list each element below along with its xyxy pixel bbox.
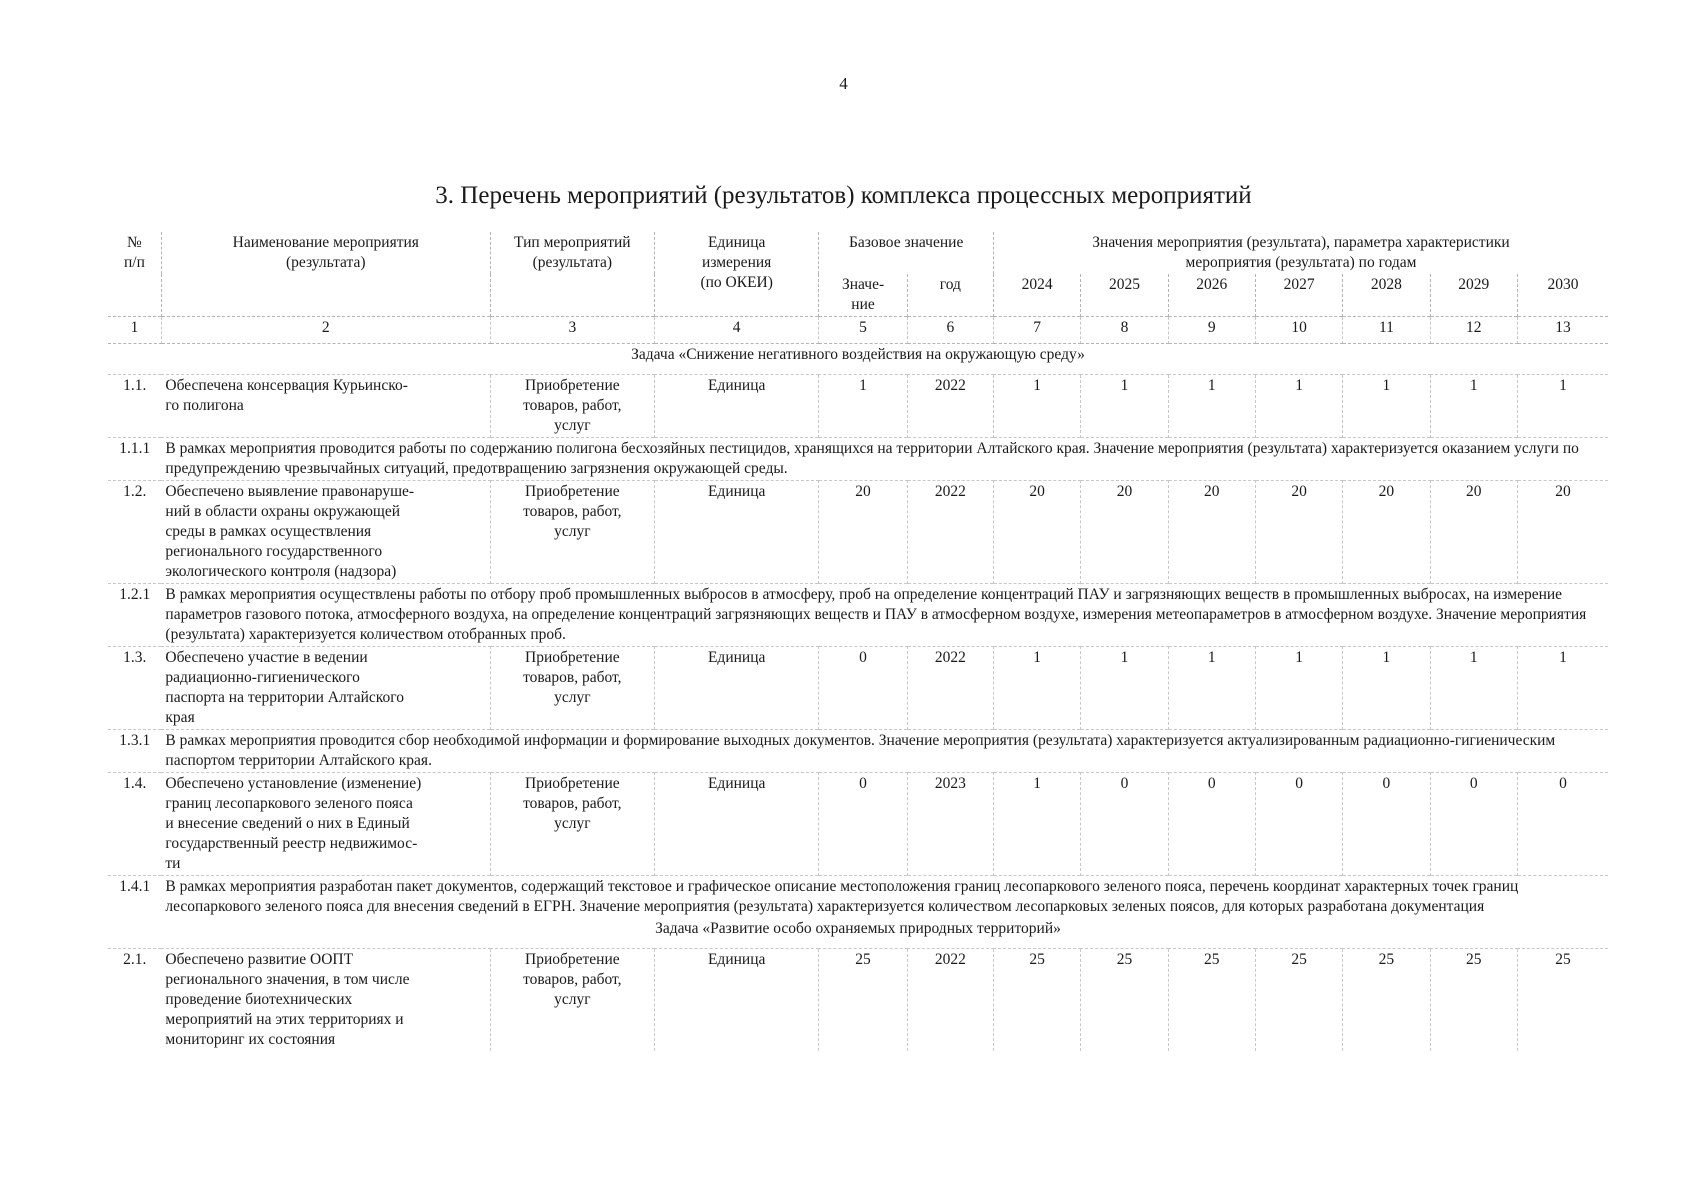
column-number: 4 — [655, 317, 819, 344]
table-header — [108, 232, 1608, 344]
item-base-value: 25 — [819, 949, 907, 1052]
description-row — [108, 730, 1608, 773]
description-row — [108, 876, 1608, 919]
item-year-value: 20 — [1517, 481, 1608, 584]
item-year-value: 20 — [1255, 481, 1342, 584]
document-title: 3. Перечень мероприятий (результатов) комплекса процессных мероприятий — [435, 182, 1252, 209]
column-number: 12 — [1430, 317, 1517, 344]
description-number: 1.2.1 — [108, 584, 161, 647]
item-base-value: 0 — [819, 773, 907, 876]
table-row — [108, 773, 1608, 876]
item-type: Приобретение товаров, работ, услуг — [490, 481, 654, 584]
task-row — [108, 344, 1608, 375]
description-text: В рамках мероприятия разработан пакет документов, содержащий текстовое и графическое описание местоположения границ лесопаркового зеленого пояса, перечень координат характерных точек границ лесопаркового зеленого пояса для внесения сведений в ЕГРН. Значение мероприятия (результата) характеризуется количеством лесопарковых зеленых поясов, для которых разработана документация — [161, 876, 1608, 919]
item-year-value: 1 — [1517, 375, 1608, 438]
item-year-value: 0 — [1081, 773, 1168, 876]
header-name: Наименование мероприятия (результата) — [161, 232, 490, 317]
item-year-value: 20 — [994, 481, 1081, 584]
item-number: 1.3. — [108, 647, 161, 730]
column-number: 6 — [907, 317, 993, 344]
item-unit: Единица — [655, 647, 819, 730]
measures-table — [108, 232, 1608, 1051]
item-name: Обеспечена консервация Курьинско- го полигона — [161, 375, 490, 438]
table-row — [108, 949, 1608, 1052]
item-year-value: 0 — [1517, 773, 1608, 876]
item-name: Обеспечено выявление правонаруше- ний в области охраны окружающей среды в рамках осуществления регионального государственного экологического контроля (надзора) — [161, 481, 490, 584]
column-number: 13 — [1517, 317, 1608, 344]
item-year-value: 20 — [1168, 481, 1255, 584]
header-year: 2026 — [1168, 274, 1255, 317]
item-year-value: 0 — [1168, 773, 1255, 876]
column-number: 3 — [490, 317, 654, 344]
task-row — [108, 918, 1608, 949]
item-year-value: 1 — [994, 647, 1081, 730]
item-year-value: 0 — [1255, 773, 1342, 876]
item-year-value: 20 — [1081, 481, 1168, 584]
description-text: В рамках мероприятия проводится работы по содержанию полигона бесхозяйных пестицидов, хранящихся на территории Алтайского края. Значение мероприятия (результата) характеризуется оказанием услуги по предупреждению чрезвычайных ситуаций, предотвращению загрязнения окружающей среды. — [161, 438, 1608, 481]
item-year-value: 25 — [1255, 949, 1342, 1052]
column-number: 10 — [1255, 317, 1342, 344]
item-base-year: 2022 — [907, 481, 993, 584]
item-year-value: 25 — [1081, 949, 1168, 1052]
item-base-value: 0 — [819, 647, 907, 730]
item-number: 1.4. — [108, 773, 161, 876]
header-years-group: Значения мероприятия (результата), параметра характеристики мероприятия (результата) по годам — [1092, 234, 1510, 271]
item-year-value: 1 — [1168, 375, 1255, 438]
item-year-value: 0 — [1343, 773, 1430, 876]
item-year-value: 0 — [1430, 773, 1517, 876]
item-base-year: 2023 — [907, 773, 993, 876]
page-number: 4 — [839, 74, 848, 93]
task-title: Задача «Развитие особо охраняемых природных территорий» — [108, 918, 1608, 949]
column-number: 8 — [1081, 317, 1168, 344]
item-name: Обеспечено участие в ведении радиационно-гигиенического паспорта на территории Алтайского края — [161, 647, 490, 730]
item-year-value: 20 — [1430, 481, 1517, 584]
table-row — [108, 481, 1608, 584]
item-base-year: 2022 — [907, 647, 993, 730]
description-row — [108, 438, 1608, 481]
item-year-value: 1 — [994, 773, 1081, 876]
column-number: 9 — [1168, 317, 1255, 344]
description-number: 1.4.1 — [108, 876, 161, 919]
table-row — [108, 375, 1608, 438]
item-year-value: 25 — [1430, 949, 1517, 1052]
header-num: № п/п — [108, 232, 161, 317]
item-year-value: 25 — [1517, 949, 1608, 1052]
header-base: Базовое значение — [819, 232, 994, 274]
column-number: 1 — [108, 317, 161, 344]
header-year: 2025 — [1081, 274, 1168, 317]
header-year: 2030 — [1547, 276, 1579, 293]
item-year-value: 25 — [994, 949, 1081, 1052]
item-name: Обеспечено установление (изменение) границ лесопаркового зеленого пояса и внесение сведений о них в Единый государственный реестр недвижимос- ти — [161, 773, 490, 876]
item-year-value: 1 — [994, 375, 1081, 438]
item-unit: Единица — [655, 773, 819, 876]
item-unit: Единица — [655, 949, 819, 1052]
description-text: В рамках мероприятия проводится сбор необходимой информации и формирование выходных документов. Значение мероприятия (результата) характеризуется актуализированным радиационно-гигиеническим паспортом территории Алтайского края. — [161, 730, 1608, 773]
item-type: Приобретение товаров, работ, услуг — [490, 773, 654, 876]
description-text: В рамках мероприятия осуществлены работы по отбору проб промышленных выбросов в атмосферу, проб на определение концентраций ПАУ и загрязняющих веществ в промышленных выбросах, на измерение параметров газового потока, атмосферного воздуха, на определение концентраций загрязняющих веществ и ПАУ в атмосферном воздухе, измерения метеопараметров в атмосферном воздухе. Значение мероприятия (результата) характеризуется количеством отобранных проб. — [161, 584, 1608, 647]
item-base-year: 2022 — [907, 949, 993, 1052]
description-row — [108, 584, 1608, 647]
item-unit: Единица — [655, 375, 819, 438]
item-type: Приобретение товаров, работ, услуг — [490, 375, 654, 438]
item-year-value: 1 — [1517, 647, 1608, 730]
header-year: 2024 — [994, 274, 1081, 317]
item-number: 1.1. — [108, 375, 161, 438]
table-row — [108, 647, 1608, 730]
item-year-value: 1 — [1168, 647, 1255, 730]
column-number: 11 — [1343, 317, 1430, 344]
item-year-value: 1 — [1430, 375, 1517, 438]
item-year-value: 1 — [1081, 647, 1168, 730]
task-title: Задача «Снижение негативного воздействия на окружающую среду» — [108, 344, 1608, 375]
header-type: Тип мероприятий (результата) — [490, 232, 654, 317]
item-year-value: 1 — [1430, 647, 1517, 730]
header-year: 2029 — [1430, 274, 1517, 317]
item-year-value: 25 — [1343, 949, 1430, 1052]
item-base-year: 2022 — [907, 375, 993, 438]
item-name: Обеспечено развитие ООПТ регионального значения, в том числе проведение биотехнических мероприятий на этих территориях и мониторинг их состояния — [161, 949, 490, 1052]
item-unit: Единица — [655, 481, 819, 584]
header-base-value: Значе- ние — [819, 274, 907, 317]
item-type: Приобретение товаров, работ, услуг — [490, 949, 654, 1052]
header-unit: Единица измерения (по ОКЕИ) — [655, 232, 819, 317]
column-numbers-row — [108, 317, 1608, 344]
description-number: 1.3.1 — [108, 730, 161, 773]
item-year-value: 25 — [1168, 949, 1255, 1052]
header-year: 2027 — [1255, 274, 1342, 317]
item-base-value: 20 — [819, 481, 907, 584]
item-year-value: 1 — [1343, 647, 1430, 730]
item-type: Приобретение товаров, работ, услуг — [490, 647, 654, 730]
description-number: 1.1.1 — [108, 438, 161, 481]
item-year-value: 1 — [1255, 647, 1342, 730]
header-year: 2028 — [1343, 274, 1430, 317]
column-number: 2 — [161, 317, 490, 344]
item-year-value: 20 — [1343, 481, 1430, 584]
item-year-value: 1 — [1081, 375, 1168, 438]
column-number: 7 — [994, 317, 1081, 344]
column-number: 5 — [819, 317, 907, 344]
header-base-year: год — [907, 274, 993, 317]
item-number: 1.2. — [108, 481, 161, 584]
item-number: 2.1. — [108, 949, 161, 1052]
item-year-value: 1 — [1343, 375, 1430, 438]
item-base-value: 1 — [819, 375, 907, 438]
item-year-value: 1 — [1255, 375, 1342, 438]
